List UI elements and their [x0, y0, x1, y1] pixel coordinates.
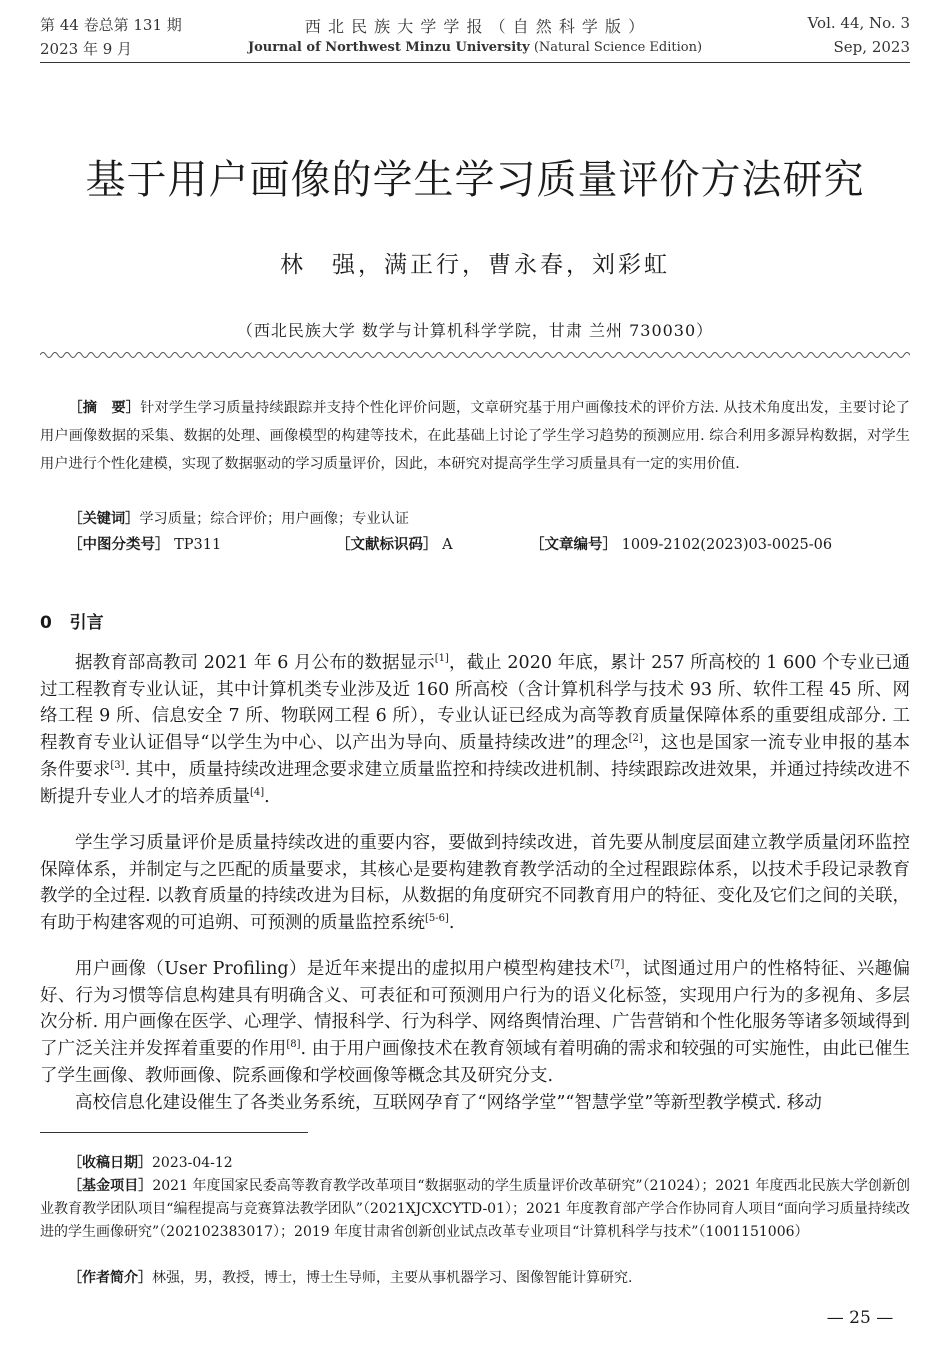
p1-text-a: 据教育部高教司 2021 年 6 月公布的数据显示	[75, 653, 435, 673]
doc-code-tag: ［文献标识码］	[336, 537, 438, 553]
keywords	[40, 505, 910, 533]
section-number: 0	[40, 613, 52, 633]
citation-7: [7]	[610, 959, 625, 971]
section-title: 引言	[69, 613, 104, 633]
footnote-received	[40, 1152, 910, 1175]
authors: 林 强，满正行，曹永春，刘彩虹	[280, 252, 670, 278]
p1-text-d: . 其中，质量持续改进理念要求建立质量监控和持续改进机制、持续跟踪改进效果，并通过持续改进不断提升专业人才的培养质量	[40, 759, 911, 807]
header-journal-cn: 西 北 民 族 大 学 学 报 （ 自 然 科 学 版 ）	[304, 17, 646, 36]
abstract	[40, 394, 910, 478]
citation-8: [8]	[286, 1039, 301, 1051]
header-volume-issue: 第 44 卷总第 131 期	[40, 16, 182, 34]
paragraph-4	[40, 1090, 910, 1117]
citation-4: [4]	[250, 786, 265, 798]
author-bio: 林强，男，教授，博士，博士生导师，主要从事机器学习、图像智能计算研究.	[152, 1270, 633, 1286]
page-number: — 25 —	[826, 1308, 894, 1328]
page-title: 基于用户画像的学生学习质量评价方法研究	[85, 157, 865, 203]
p1-text-b: ，截止 2020 年底，累计 257 所高校的 1 600 个专业已通过工程教育专业认证，其中计算机类专业涉及近 160 所高校（含计算机科学与技术 93 所、软件工程 45 所、网络工程 9 所、信息安全 7 所、物联网工程 6 所），专业认证已经成为高等教育质量保障体系的重要组成部分. 工程教育专业认证倡导“以学生为中心、以产出为导向、质量持续改进”的理念	[40, 653, 910, 754]
fund-text: 2021 年度国家民委高等教育教学改革项目“数据驱动的学生质量评价改革研究”（21024）；2021 年度西北民族大学创新创业教育教学团队项目“编程提高与竞赛算法教学团队”（2021XJCXCYTD-01）；2021 年度教育部产学合作协同育人项目“面向学习质量持续改进的学生画像研究”（202102383017）；2019 年度甘肃省创新创业试点改革专业项目“计算机科学与技术”（1001151006）	[40, 1178, 911, 1240]
footnote-fund	[40, 1175, 910, 1244]
header-journal-en	[0, 40, 950, 55]
wavy-divider	[40, 349, 910, 361]
p3-text-b: ，试图通过用户的性格特征、兴趣偏好、行为习惯等信息构建具有明确含义、可表征和可预测用户行为的语义化标签，实现用户行为的多视角、多层次分析. 用户画像在医学、心理学、情报科学、行为科学、网络舆情治理、广告营销和个性化服务等诸多领域得到了广泛关注并发挥着重要的作用	[40, 959, 911, 1060]
header-journal-en-edition: (Natural Science Edition)	[533, 40, 703, 55]
received-tag: ［收稿日期］	[68, 1155, 152, 1171]
doc-code-value: A	[442, 537, 453, 553]
paragraph-3	[40, 956, 910, 1090]
header-rule	[40, 62, 910, 63]
header-journal-en-name: Journal of Northwest Minzu University	[247, 40, 530, 55]
abstract-text: 针对学生学习质量持续跟踪并支持个性化评价问题，文章研究基于用户画像技术的评价方法. 从技术角度出发，主要讨论了用户画像数据的采集、数据的处理、画像模型的构建等技术，在此基础上讨论了学生学习趋势的预测应用. 综合利用多源异构数据，对学生用户进行个性化建模，实现了数据驱动的学习质量评价，因此，本研究对提高学生学习质量具有一定的实用价值.	[40, 400, 910, 472]
keywords-text: 学习质量；综合评价；用户画像；专业认证	[139, 511, 409, 527]
doc-code	[336, 533, 453, 554]
article-number-value: 1009-2102(2023)03-0025-06	[621, 537, 833, 553]
author-tag: ［作者简介］	[68, 1270, 152, 1286]
citation-5-6: [5-6]	[425, 913, 449, 925]
header-month: Sep, 2023	[833, 38, 910, 56]
footnote-rule	[40, 1132, 308, 1133]
p1-text-e: .	[264, 786, 270, 807]
paragraph-1	[40, 650, 910, 810]
clc-value: TP311	[174, 537, 222, 553]
clc-tag: ［中图分类号］	[68, 537, 170, 553]
p2-text-a: 学生学习质量评价是质量持续改进的重要内容，要做到持续改进，首先要从制度层面建立教学质量闭环监控保障体系，并制定与之匹配的质量要求，其核心是要构建教育教学活动的全过程跟踪体系，以技术手段记录教育教学的全过程. 以教育质量的持续改进为目标，从数据的角度研究不同教育用户的特征、变化及它们之间的关联，有助于构建客观的可追朔、可预测的质量监控系统	[40, 833, 910, 934]
header-date: 2023 年 9 月	[40, 40, 133, 58]
fund-tag: ［基金项目］	[68, 1178, 153, 1194]
p3-text-c: . 由于用户画像技术在教育领域有着明确的需求和较强的可实施性，由此已催生了学生画像、教师画像、院系画像和学校画像等概念其及研究分支.	[40, 1039, 911, 1086]
abstract-tag: ［摘 要］	[68, 400, 141, 416]
header-vol-no: Vol. 44, No. 3	[807, 14, 910, 32]
p3-text-a: 用户画像（User Profiling）是近年来提出的虚拟用户模型构建技术	[75, 959, 611, 979]
citation-1: [1]	[434, 653, 449, 665]
paragraph-2	[40, 830, 910, 937]
p2-text-b: .	[448, 913, 455, 934]
affiliation: （西北民族大学 数学与计算机科学学院，甘肃 兰州 730030）	[236, 321, 714, 340]
citation-2: [2]	[628, 733, 643, 745]
received-date: 2023-04-12	[152, 1155, 233, 1171]
keywords-tag: ［关键词］	[68, 511, 140, 527]
footnote-author	[40, 1267, 910, 1290]
section-heading	[40, 608, 104, 633]
p1-text-c: ，这也是国家一流专业申报的基本条件要求	[40, 733, 911, 780]
citation-3: [3]	[110, 759, 125, 771]
p4-text-a: 高校信息化建设催生了各类业务系统，互联网孕育了“网络学堂”“智慧学堂”等新型教学模式. 移动	[75, 1093, 822, 1113]
clc	[68, 533, 221, 554]
article-number	[530, 533, 832, 554]
article-number-tag: ［文章编号］	[530, 537, 617, 553]
